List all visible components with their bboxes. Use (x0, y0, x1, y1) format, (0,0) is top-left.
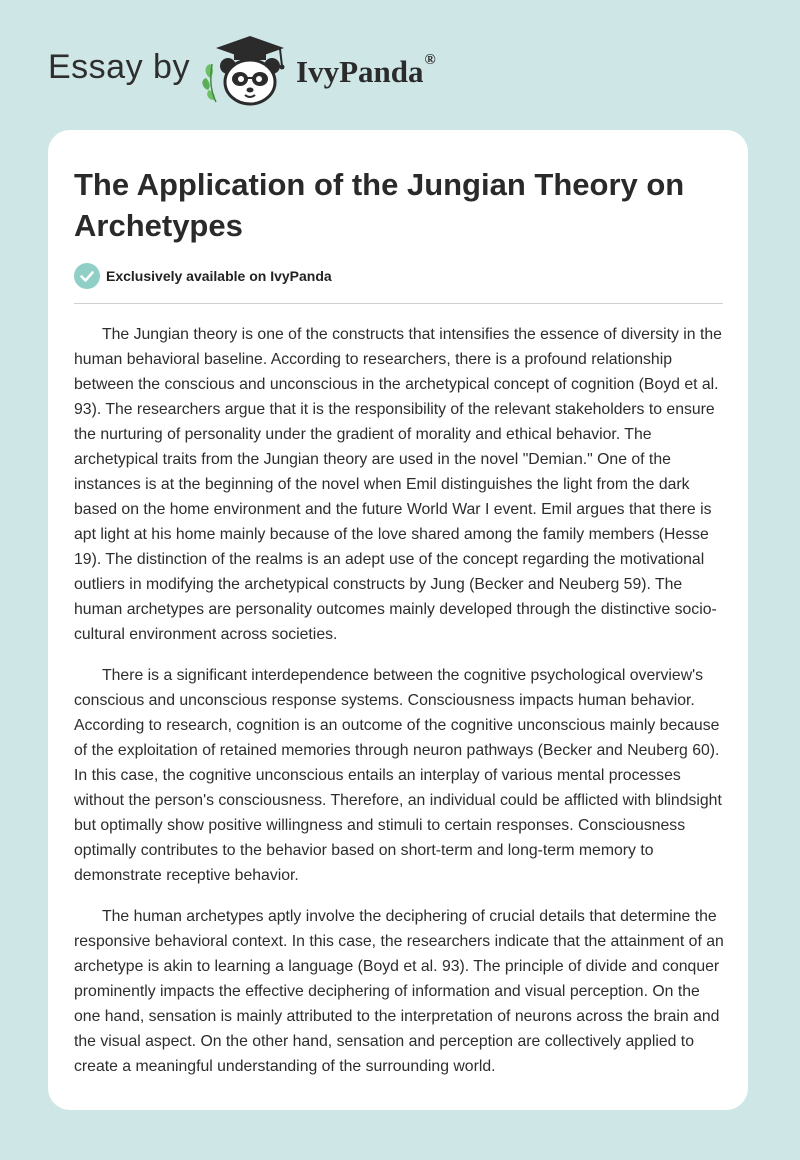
divider (74, 303, 723, 304)
check-icon (74, 263, 100, 289)
registered-mark: ® (424, 52, 436, 68)
page-title: The Application of the Jungian Theory on Archetypes (74, 167, 685, 243)
paragraph: The Jungian theory is one of the constructs that intensifies the essence of diversity in the human behavioral baseline. According to researchers, there is a profound relationship between the conscious and unconscious in the archetypical concept of cognition (Boyd et al. 93). The researchers argue that it is the responsibility of the relevant stakeholders to ensure the nurturing of personality under the gradient of morality and ethical behavior. The archetypical traits from the Jungian theory are used in the novel "Demian." One of the instances is at the beginning of the novel when Emil distinguishes the light from the dark based on the home environment and the future World War I event. Emil argues that there is apt light at his home mainly because of the love shared among the family members (Hesse 19). The distinction of the realms is an adept use of the concept regarding the motivational outliers in modifying the archetypical constructs by Jung (Becker and Neuberg 59). The human archetypes are personality outcomes mainly developed through the distinctive socio-cultural environment across societies. (74, 326, 722, 643)
brand-name[interactable]: IvyPanda® (296, 52, 436, 89)
site-header (48, 34, 548, 114)
essay-card (48, 130, 748, 1110)
badge-text: Exclusively available on IvyPanda (106, 268, 332, 284)
paragraph: There is a significant interdependence between the cognitive psychological overview's conscious and unconscious response systems. Consciousness impacts human behavior. According to research, cognition is an outcome of the cognitive unconscious mainly because of the exploitation of retained memories through neuron pathways (Becker and Neuberg 60). In this case, the cognitive unconscious entails an interplay of various mental processes without the person's consciousness. Therefore, an individual could be afflicted with blindsight but optimally show positive willingness and stimuli to certain responses. Consciousness optimally contributes to the behavior based on short-term and long-term memory to demonstrate receptive behavior. (74, 667, 722, 884)
essay-by-label: Essay by (48, 48, 190, 86)
paragraph: The human archetypes aptly involve the deciphering of crucial details that determine the responsive behavioral context. In this case, the researchers indicate that the attainment of an archetype is akin to learning a language (Boyd et al. 93). The principle of divide and conquer prominently impacts the effective deciphering of information and visual perception. On the one hand, sensation is mainly attributed to the interpretation of neurons across the brain and the visual aspect. On the other hand, sensation and perception are collectively applied to create a meaningful understanding of the surrounding world. (74, 908, 724, 1075)
essay-body (74, 322, 726, 1095)
panda-graduate-icon[interactable] (200, 34, 292, 108)
exclusive-badge (74, 263, 332, 289)
